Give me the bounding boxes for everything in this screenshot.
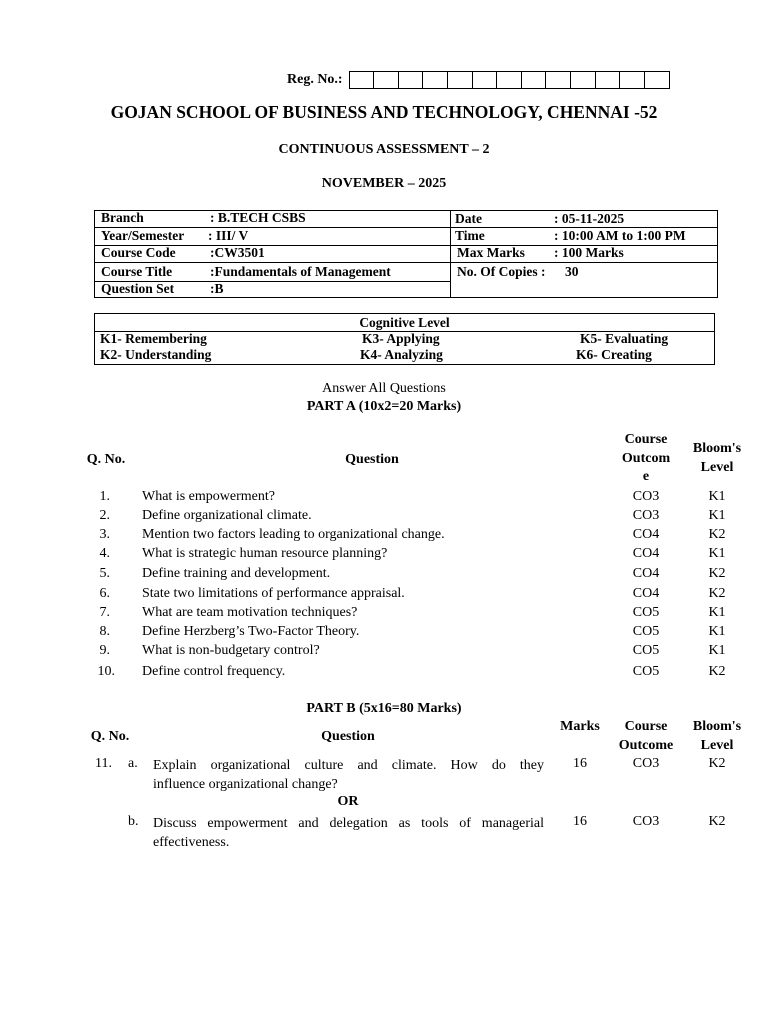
branch-label: Branch — [101, 210, 144, 225]
question-11a-marks: 16 — [573, 756, 587, 771]
reg-number-label: Reg. No.: — [287, 72, 343, 87]
reg-number-box[interactable] — [522, 72, 547, 88]
part-b-question-header: Question — [321, 729, 375, 744]
reg-number-box[interactable] — [399, 72, 424, 88]
reg-number-boxes[interactable] — [349, 71, 671, 89]
k5-label: K5- Evaluating — [580, 331, 669, 346]
reg-number-box[interactable] — [620, 72, 645, 88]
reg-number-box[interactable] — [374, 72, 399, 88]
exam-month: NOVEMBER – 2025 — [321, 176, 447, 191]
reg-number-box[interactable] — [423, 72, 448, 88]
question-11b-bloom: K2 — [708, 814, 726, 829]
year-semester-value: : III/ V — [208, 228, 249, 243]
sub-question-label-a: a. — [128, 756, 138, 771]
reg-number-box[interactable] — [448, 72, 473, 88]
sub-question-label-b: b. — [128, 814, 139, 829]
max-marks-value: : 100 Marks — [554, 245, 624, 260]
branch-value: : B.TECH CSBS — [210, 210, 306, 225]
question-set-label: Question Set — [101, 281, 175, 296]
max-marks-label: Max Marks — [457, 245, 525, 260]
or-separator: OR — [337, 794, 359, 809]
part-b-qno-header: Q. No. — [90, 729, 130, 744]
cognitive-level-title: Cognitive Level — [359, 315, 450, 330]
course-title-label: Course Title — [101, 264, 173, 279]
k2-label: K2- Understanding — [100, 347, 212, 362]
part-b-marks-header: Marks — [560, 719, 600, 734]
part-a-qno-header: Q. No. — [86, 452, 126, 467]
reg-number-box[interactable] — [546, 72, 571, 88]
copies-label: No. Of Copies : — [457, 264, 546, 279]
question-set-value: :B — [210, 281, 224, 296]
question-11a-bloom: K2 — [708, 756, 726, 771]
year-semester-label: Year/Semester — [101, 228, 185, 243]
course-code-value: :CW3501 — [210, 245, 265, 260]
question-11a-co: CO3 — [632, 756, 660, 771]
exam-title: CONTINUOUS ASSESSMENT – 2 — [278, 142, 490, 157]
reg-number-box[interactable] — [596, 72, 621, 88]
part-a-bloom-header: Bloom's Level — [692, 441, 742, 475]
date-value: : 05-11-2025 — [554, 211, 625, 226]
reg-number-row — [287, 71, 670, 89]
k3-label: K3- Applying — [362, 331, 440, 346]
k6-label: K6- Creating — [576, 347, 652, 362]
answer-instruction: Answer All Questions — [322, 381, 446, 396]
part-b-bloom-header: Bloom's Level — [692, 719, 742, 753]
course-code-label: Course Code — [101, 245, 176, 260]
reg-number-box[interactable] — [350, 72, 375, 88]
reg-number-box[interactable] — [571, 72, 596, 88]
copies-value: 30 — [565, 264, 579, 279]
part-a-co-header: Course Outcom e — [621, 432, 671, 484]
question-11b-text: Discuss empowerment and delegation as tools of managerial effectiveness. — [153, 816, 544, 850]
time-value: : 10:00 AM to 1:00 PM — [554, 228, 686, 243]
time-label: Time — [455, 228, 485, 243]
reg-number-box[interactable] — [497, 72, 522, 88]
question-11b-marks: 16 — [573, 814, 587, 829]
reg-number-box[interactable] — [473, 72, 498, 88]
question-number: 11. — [95, 756, 112, 771]
college-name: GOJAN SCHOOL OF BUSINESS AND TECHNOLOGY, CHENNAI -52 — [110, 102, 658, 122]
course-title-value: :Fundamentals of Management — [210, 264, 391, 279]
reg-number-box[interactable] — [645, 72, 670, 88]
part-a-question-header: Question — [345, 452, 399, 467]
course-info-table — [94, 210, 718, 298]
question-11b-co: CO3 — [632, 814, 660, 829]
question-11a-text: Explain organizational culture and climate. How do they influence organizational change? — [153, 758, 544, 792]
k4-label: K4- Analyzing — [360, 347, 443, 362]
part-b-co-header: Course Outcome — [618, 719, 674, 753]
date-label: Date — [455, 211, 482, 226]
part-a-title: PART A (10x2=20 Marks) — [306, 399, 462, 414]
part-b-title: PART B (5x16=80 Marks) — [306, 701, 462, 716]
k1-label: K1- Remembering — [100, 331, 207, 346]
cognitive-level-table — [94, 313, 715, 365]
